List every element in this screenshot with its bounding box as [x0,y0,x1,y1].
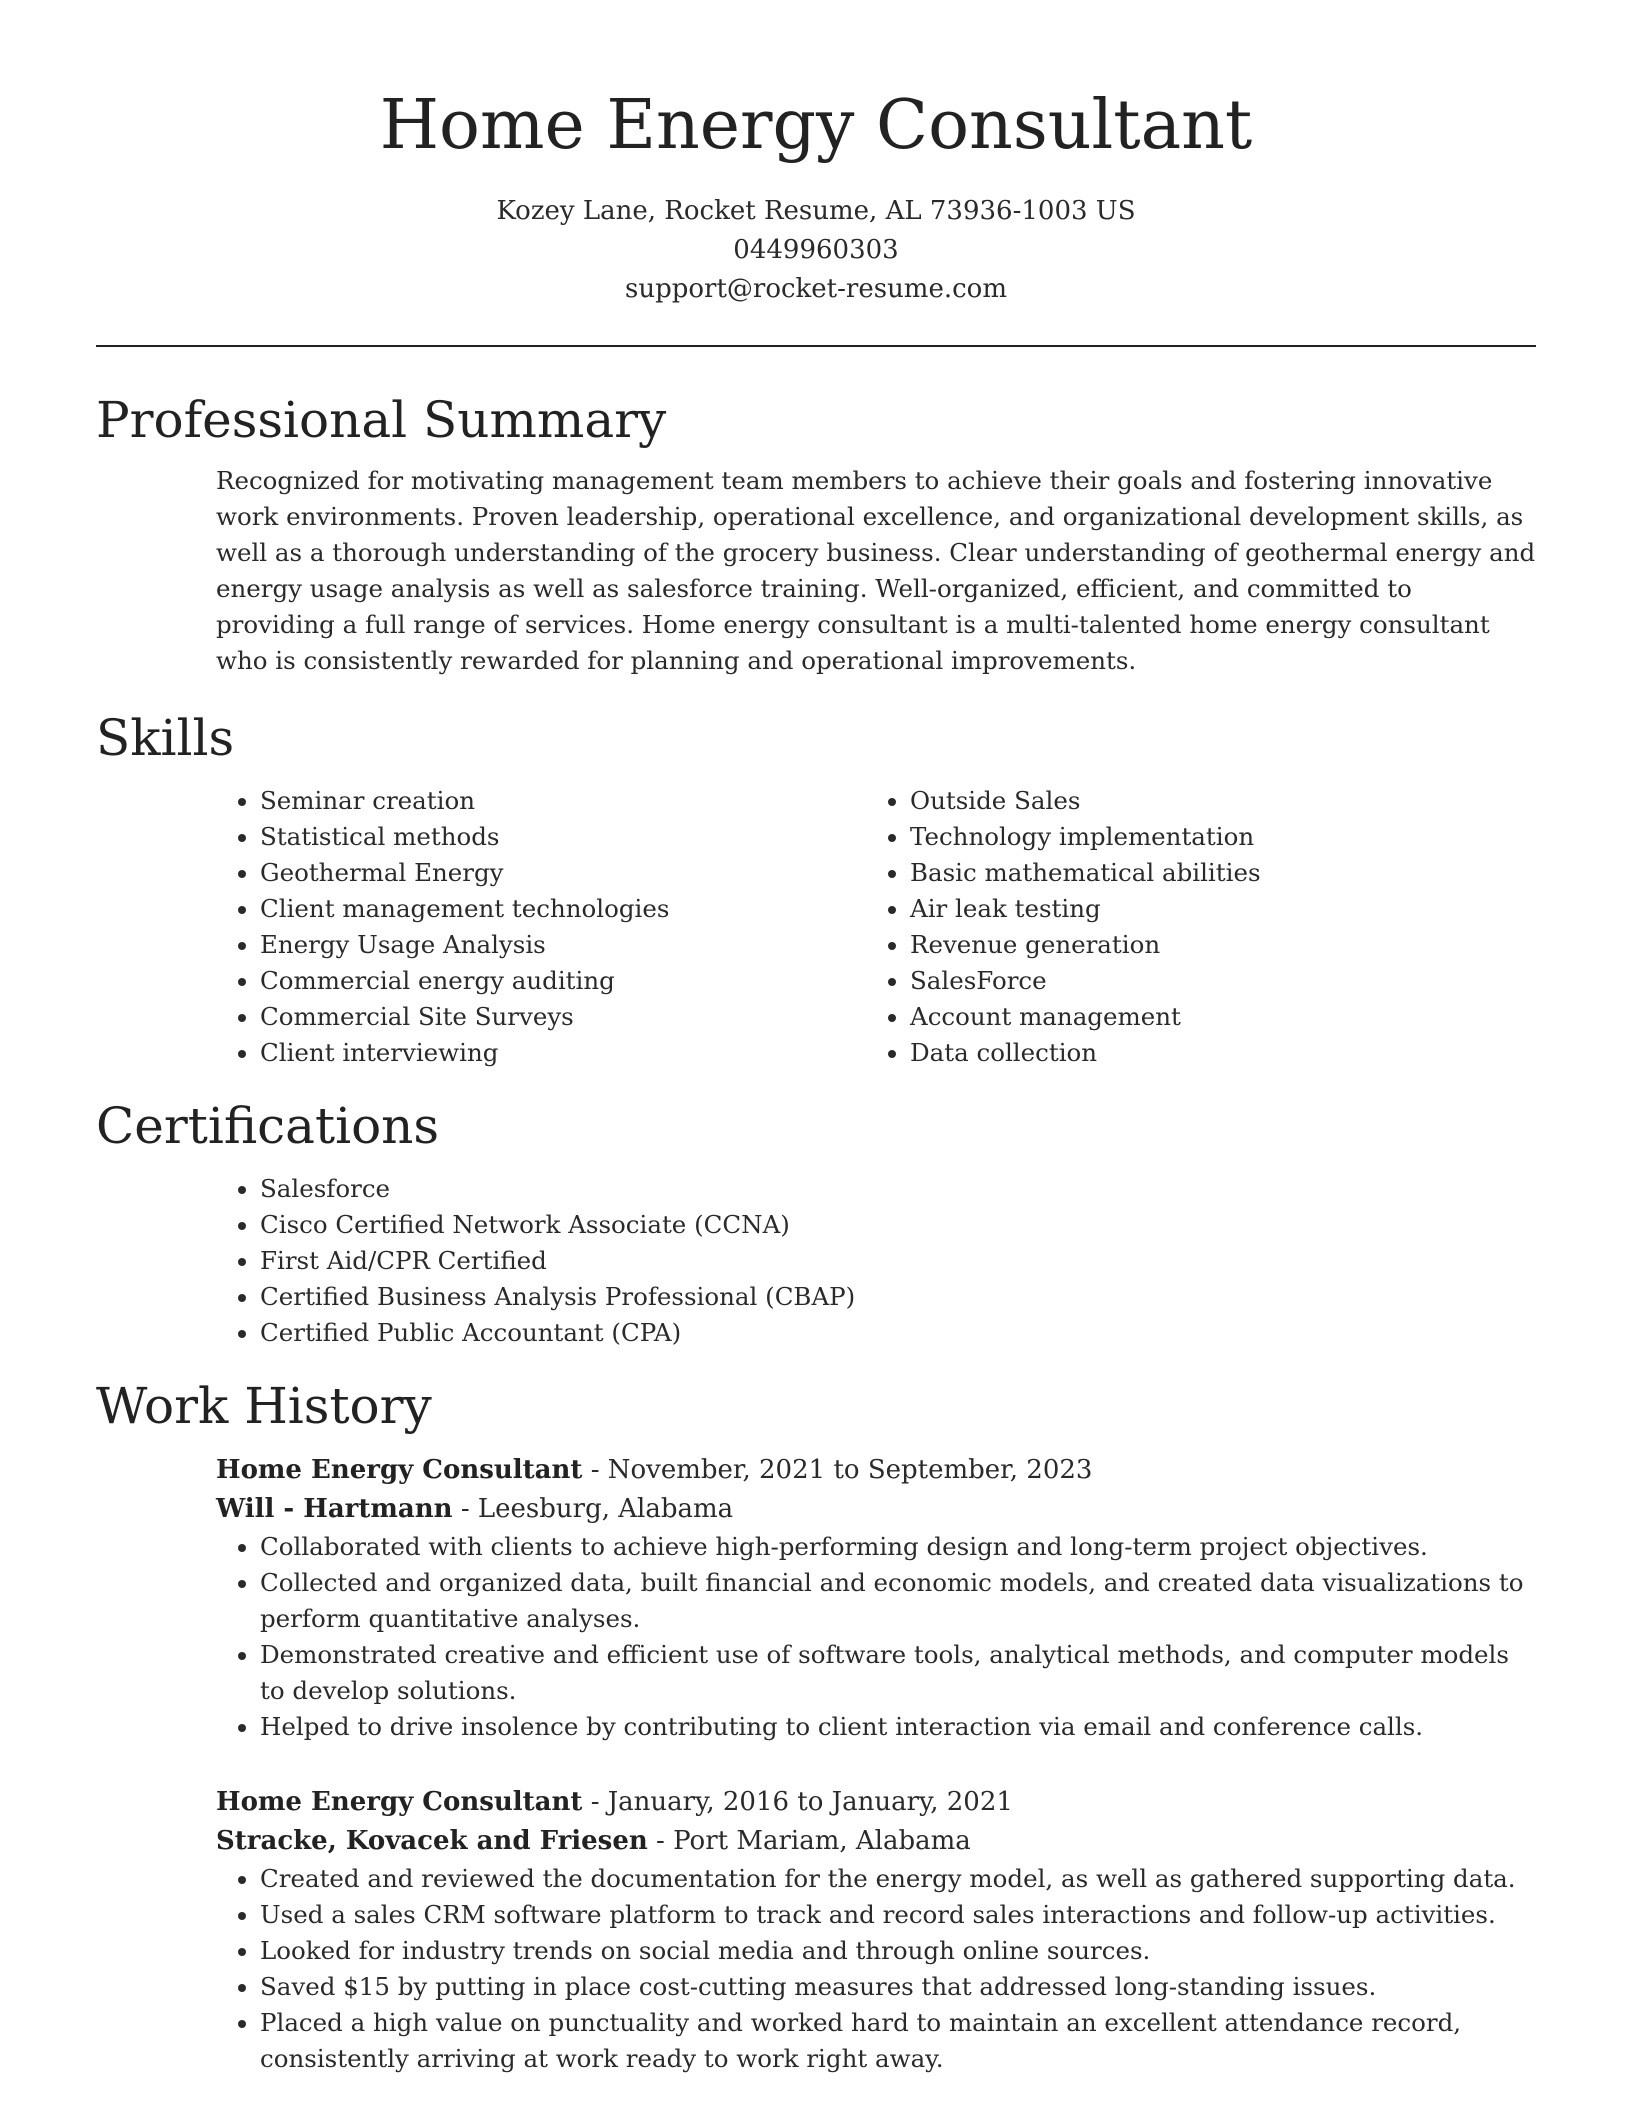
skill-item: • Commercial Site Surveys [260,999,866,1035]
skill-item: • Commercial energy auditing [260,963,866,999]
job-title: Home Energy Consultant [216,1455,583,1485]
skills-column-right [866,783,1516,1071]
certification-item: • Salesforce [260,1171,1536,1207]
certifications-block [216,1171,1536,1351]
skill-item: • Statistical methods [260,819,866,855]
job-duty-item: • Collected and organized data, built financial and economic models, and created data visualizations to perform quantitative analyses. [260,1565,1536,1637]
contact-email: support@rocket-resume.com [624,274,1007,304]
job-company-line [216,1490,1536,1529]
job-duty-item: • Saved $15 by putting in place cost-cutting measures that addressed long-standing issues. [260,1969,1536,2005]
certification-item: • First Aid/CPR Certified [260,1243,1536,1279]
contact-block [96,192,1536,309]
summary-heading: Professional Summary [96,391,667,449]
skills-list-right [866,783,1516,1071]
job-duties-list [216,1861,1536,2077]
job-duty-item: • Looked for industry trends on social media and through online sources. [260,1933,1536,1969]
skill-item: • Client management technologies [260,891,866,927]
skills-column-left [216,783,866,1071]
job-duty-item: • Demonstrated creative and efficient use of software tools, analytical methods, and computer models to develop solutions. [260,1637,1536,1709]
job-company-line [216,1822,1536,1861]
summary-text: Recognized for motivating management team members to achieve their goals and fostering innovative work environments. Proven leadership, operational excellence, and organizational development skills, as well as a thorough understanding of the grocery business. Clear understanding of geothermal energy and energy usage analysis as well as salesforce training. Well-organized, efficient, and committed to providing a full range of services. Home energy consultant is a multi-talented home energy consultant who is consistently rewarded for planning and operational improvements. [216,466,1536,675]
job-title: Home Energy Consultant [216,1787,583,1817]
skills-list-left [216,783,866,1071]
skill-item: • Seminar creation [260,783,866,819]
job-duty-item: • Collaborated with clients to achieve high-performing design and long-term project objectives. [260,1529,1536,1565]
candidate-name: Home Energy Consultant [379,86,1253,165]
job-company: Will - Hartmann [216,1494,453,1524]
skill-item: • Technology implementation [910,819,1516,855]
certification-item: • Certified Business Analysis Professional (CBAP) [260,1279,1536,1315]
job-title-line [216,1783,1536,1822]
skill-item: • Data collection [910,1035,1516,1071]
job-duties-list [216,1529,1536,1745]
contact-phone: 0449960303 [733,235,899,265]
certifications-list [216,1171,1536,1351]
job-duty-item: • Created and reviewed the documentation for the energy model, as well as gathered supporting data. [260,1861,1536,1897]
certification-item: • Certified Public Accountant (CPA) [260,1315,1536,1351]
work-history-heading: Work History [96,1377,432,1435]
job-entry [216,1451,1536,1745]
skill-item: • Account management [910,999,1516,1035]
job-title-line [216,1451,1536,1490]
skill-item: • Outside Sales [910,783,1516,819]
job-location: - Port Mariam, Alabama [647,1826,971,1856]
resume-header [96,0,1536,309]
header-divider [96,345,1536,347]
job-company: Stracke, Kovacek and Friesen [216,1826,648,1856]
skill-item: • Air leak testing [910,891,1516,927]
skills-heading: Skills [96,709,235,767]
skills-grid [216,783,1536,1071]
certification-item: • Cisco Certified Network Associate (CCNA) [260,1207,1536,1243]
skill-item: • Energy Usage Analysis [260,927,866,963]
skill-item: • Geothermal Energy [260,855,866,891]
job-dates: - November, 2021 to September, 2023 [582,1455,1093,1485]
job-duty-item: • Helped to drive insolence by contributing to client interaction via email and conference calls. [260,1709,1536,1745]
job-dates: - January, 2016 to January, 2021 [582,1787,1013,1817]
job-duty-item: • Placed a high value on punctuality and worked hard to maintain an excellent attendance record, consistently arriving at work ready to work right away. [260,2005,1536,2077]
skill-item: • SalesForce [910,963,1516,999]
skill-item: • Revenue generation [910,927,1516,963]
certifications-heading: Certifications [96,1097,440,1155]
contact-address: Kozey Lane, Rocket Resume, AL 73936-1003 US [496,196,1136,226]
job-location: - Leesburg, Alabama [452,1494,734,1524]
skill-item: • Client interviewing [260,1035,866,1071]
skill-item: • Basic mathematical abilities [910,855,1516,891]
resume-page [96,0,1536,2077]
job-duty-item: • Used a sales CRM software platform to track and record sales interactions and follow-up activities. [260,1897,1536,1933]
job-entry [216,1783,1536,2077]
